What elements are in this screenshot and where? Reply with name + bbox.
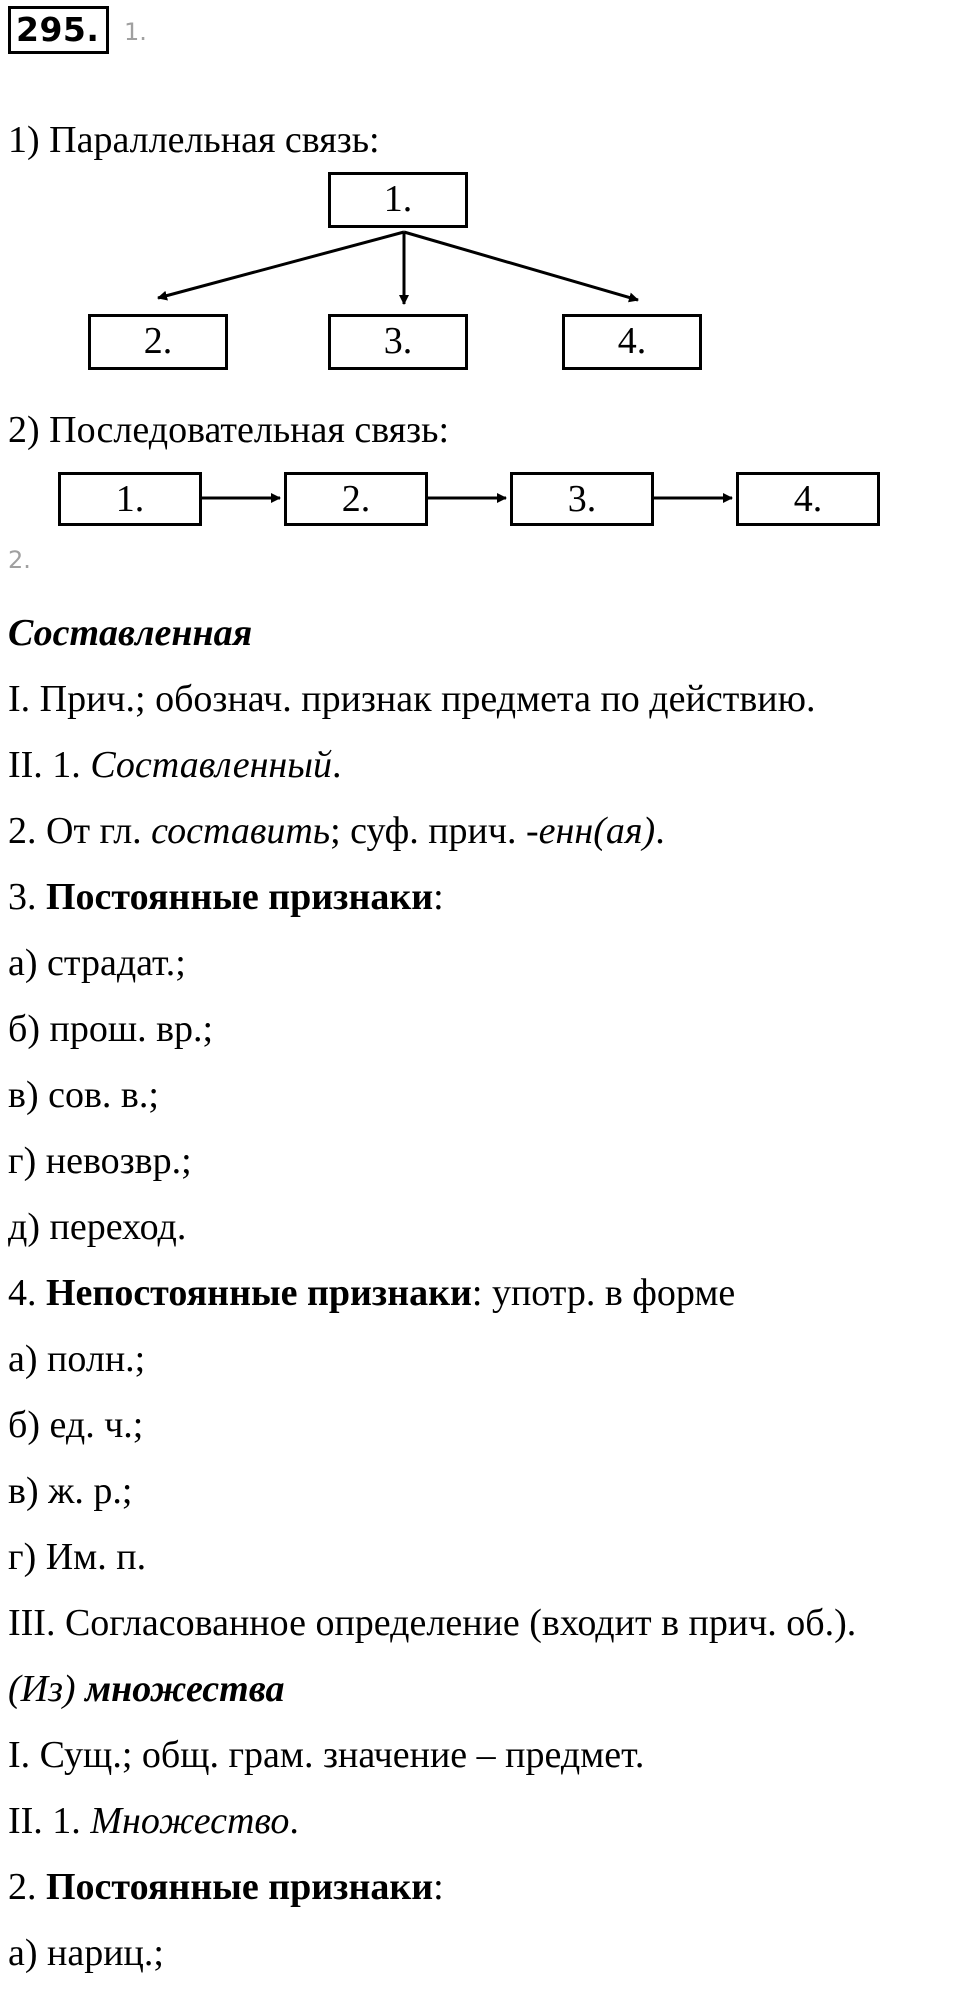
sequential-title: 2) Последовательная связь:: [8, 409, 450, 451]
analysis-section: [8, 600, 958, 1986]
suffix: -енн(ая): [526, 810, 656, 852]
word1-line-1: I. Прич.; обознач. признак предмета по действию.: [8, 678, 816, 720]
variable-features-label: Непостоянные признаки: [46, 1272, 472, 1314]
word1-line-3: 2. От гл. составить; суф. прич. -енн(ая).: [8, 810, 665, 852]
word2-heading: (Из) множества: [8, 1668, 285, 1710]
word1-line-11: а) полн.;: [8, 1338, 146, 1380]
word1-heading: Составленная: [8, 612, 253, 654]
word1-line-5: а) страдат.;: [8, 942, 186, 984]
sequential-box-2: 2.: [284, 472, 428, 526]
sequential-box-1: 1.: [58, 472, 202, 526]
word1-line-15: III. Согласованное определение (входит в прич. об.).: [8, 1602, 857, 1644]
word1-line-12: б) ед. ч.;: [8, 1404, 144, 1446]
word1-line-6: б) прош. вр.;: [8, 1008, 214, 1050]
word2-line-3: 2. Постоянные признаки:: [8, 1866, 444, 1908]
constant-features-label: Постоянные признаки: [46, 1866, 434, 1908]
arrow-1-to-2: [158, 232, 404, 298]
word2-line-4: а) нариц.;: [8, 1932, 164, 1974]
part-1-label: 1.: [124, 18, 147, 46]
word1-line-13: в) ж. р.;: [8, 1470, 133, 1512]
sequential-box-3: 3.: [510, 472, 654, 526]
task-number: 295.: [8, 6, 109, 54]
parallel-box-4: 4.: [562, 314, 702, 370]
parallel-box-1: 1.: [328, 172, 468, 228]
arrow-1-to-4: [404, 232, 638, 300]
word1-line-14: г) Им. п.: [8, 1536, 147, 1578]
word1-line-9: д) переход.: [8, 1206, 187, 1248]
initial-form: Составленный: [90, 744, 333, 786]
word1-line-2: II. 1. Составленный.: [8, 744, 342, 786]
parallel-box-3: 3.: [328, 314, 468, 370]
sequential-box-4: 4.: [736, 472, 880, 526]
word1-line-10: 4. Непостоянные признаки: употр. в форме: [8, 1272, 736, 1314]
word1-line-4: 3. Постоянные признаки:: [8, 876, 444, 918]
part-2-label: 2.: [8, 546, 31, 574]
word2-line-2: II. 1. Множество.: [8, 1800, 299, 1842]
word1-line-7: в) сов. в.;: [8, 1074, 159, 1116]
parallel-box-2: 2.: [88, 314, 228, 370]
constant-features-label: Постоянные признаки: [46, 876, 434, 918]
parallel-title: 1) Параллельная связь:: [8, 119, 380, 161]
initial-form: Множество: [90, 1800, 290, 1842]
word2-line-1: I. Сущ.; общ. грам. значение – предмет.: [8, 1734, 645, 1776]
word1-line-8: г) невозвр.;: [8, 1140, 192, 1182]
source-verb: составить: [151, 810, 331, 852]
